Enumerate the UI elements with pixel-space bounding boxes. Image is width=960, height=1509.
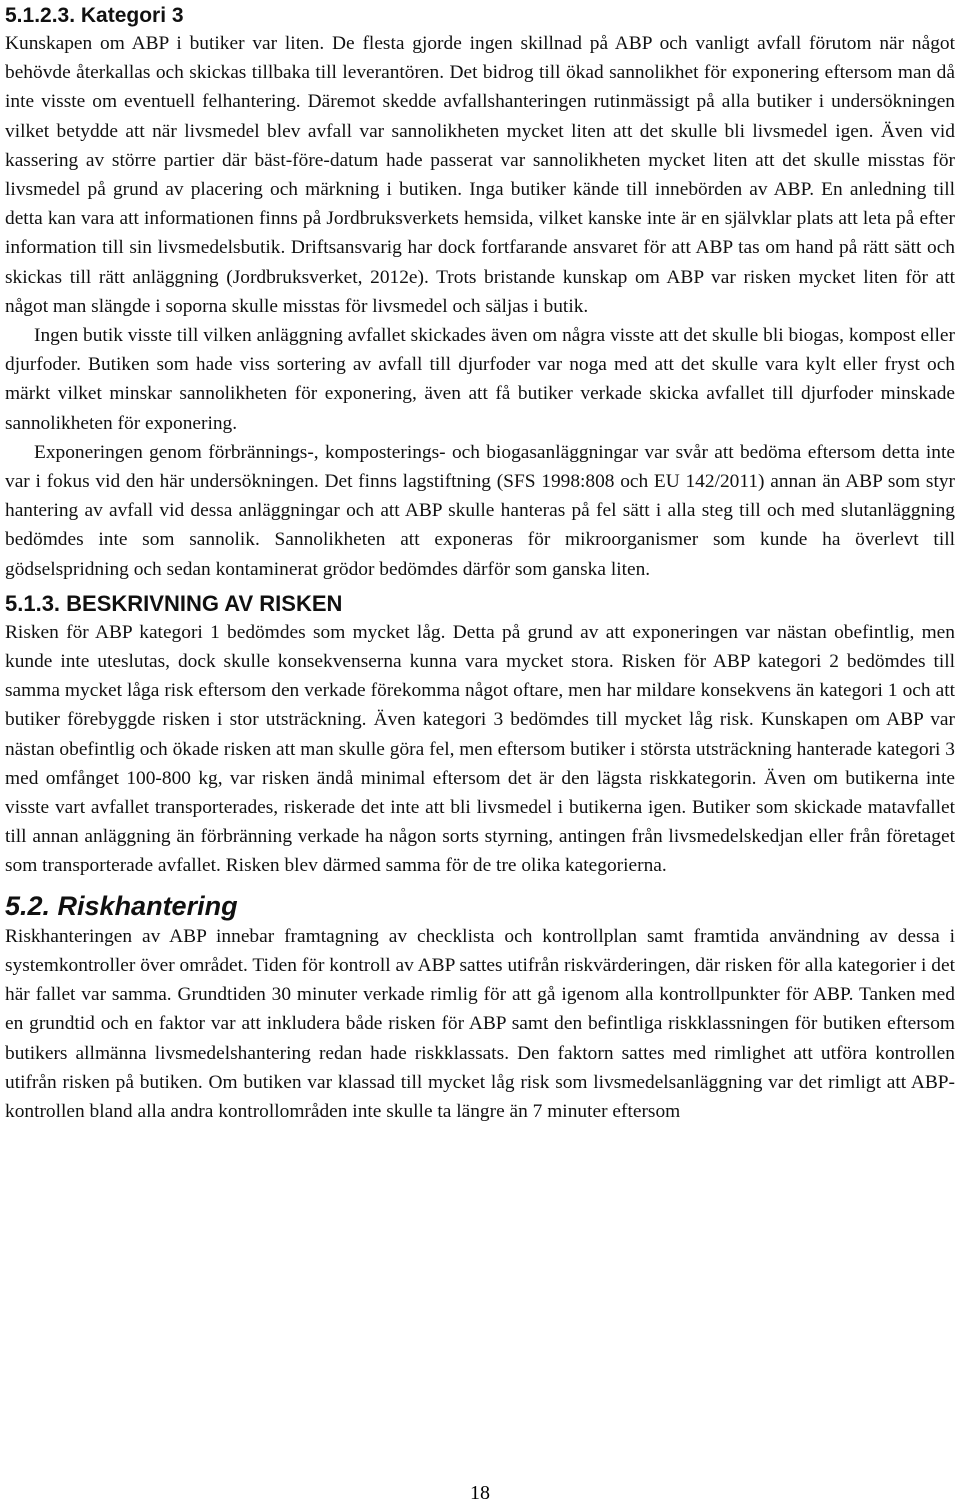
- document-page: [5, 0, 955, 1126]
- paragraph-risk-management: Riskhanteringen av ABP innebar framtagning av checklista och kontrollplan samt framtida användning av dessa i systemkontroller över området. Tiden för kontroll av ABP sattes utifrån riskvärderingen, där risken för alla kategorier i det här fallet var samma. Grundtiden 30 minuter verkade rimlig för att gå igenom alla kontrollpunkter för ABP. Tanken med en grundtid och en faktor var att inkludera både risken för ABP samt den befintliga riskklassningen för butiken eftersom butikers allmänna livsmedelshantering redan hade riskklassats. Den faktorn sattes med rimlighet att utföra kontrollen utifrån risken på butiken. Om butiken var klassad till mycket låg risk som livsmedelsanläggning var det rimligt att ABP-kontrollen bland alla andra kontrollområden inte skulle ta längre än 7 minuter eftersom: [5, 925, 955, 1122]
- section-heading-5-2: 5.2. Riskhantering: [5, 890, 238, 921]
- paragraph-kategori-3-knowledge: Kunskapen om ABP i butiker var liten. De flesta gjorde ingen skillnad på ABP och vanligt avfall förutom när något behövde återkallas och skickas tillbaka till leverantören. Det bidrog till ökad sannolikhet för exponering eftersom man då inte visste om eventuell felhantering. Däremot skedde avfallshanteringen rutinmässigt på alla butiker i undersökningen vilket betydde att när livsmedel blev avfall var sannolikheten mycket liten att det skulle bli livsmedel igen. Även vid kassering av större partier där bäst-före-datum hade passerat var sannolikheten mycket liten att det skulle misstas för livsmedel på grund av placering och märkning i butiken. Inga butiker kände till innebörden av ABP. En anledning till detta kan vara att informationen finns på Jordbruksverkets hemsida, vilket kanske inte är en självklar plats att leta på efter information till sin livsmedelsbutik. Driftsansvarig har dock fortfarande ansvaret för att ABP tas om hand på rätt sätt och skickas till rätt anläggning (Jordbruksverket, 2012e). Trots bristande kunskap om ABP var risken mycket liten för att något man slängde i soporna skulle misstas för livsmedel och säljas i butik.: [5, 33, 955, 317]
- paragraph-kategori-3-facilities: Ingen butik visste till vilken anläggning avfallet skickades även om några visste att det skulle bli biogas, kompost eller djurfoder. Butiken som hade viss sortering av avfall till djurfoder var noga med att det skulle vara kylt eller fryst och märkt vilket minskar sannolikheten för exponering, även att få butiker verkade skicka avfallet till djurfoder minskade sannolikheten för exponering.: [5, 325, 955, 434]
- section-heading-5-1-2-3: 5.1.2.3. Kategori 3: [5, 4, 184, 27]
- page-number: 18: [470, 1482, 490, 1504]
- paragraph-risk-description: Risken för ABP kategori 1 bedömdes som mycket låg. Detta på grund av att exponeringen var nästan obefintlig, men kunde inte uteslutas, dock skulle konsekvenserna kunna vara mycket stora. Risken för ABP kategori 2 bedömdes till samma mycket låga risk eftersom den verkade förekomma något oftare, men har mildare konsekvens än kategori 1 och att butiker förebyggde risken i stor utsträckning. Även kategori 3 bedömdes till mycket låg risk. Kunskapen om ABP var nästan obefintlig och ökade risken att man skulle göra fel, men eftersom butiker i största utsträckning hanterade kategori 3 med omfånget 100-800 kg, var risken ändå minimal eftersom det är den lägsta riskkategorin. Även om butikerna inte visste vart avfallet transporterades, riskerade det inte att bli livsmedel i butikerna igen. Butiker som skickade matavfallet till annan anläggning än förbränning verkade ha någon sorts styrning, antingen från livsmedelskedjan eller från företaget som transporterade avfallet. Risken blev därmed samma för de tre olika kategorierna.: [5, 621, 955, 877]
- section-heading-5-1-3: 5.1.3. BESKRIVNING AV RISKEN: [5, 590, 343, 616]
- paragraph-kategori-3-exposure: Exponeringen genom förbrännings-, komposterings- och biogasanläggningar var svår att bedöma eftersom detta inte var i fokus vid den här undersökningen. Det finns lagstiftning (SFS 1998:808 och EU 142/2011) annan än ABP som styr hantering av avfall vid dessa anläggningar och att ABP skulle hanteras på fel sätt i alla steg till och med slutanläggning bedömdes inte som sannolik. Sannolikheten att exponeras för mikroorganismer som kunde ha överlevt till gödselspridning och sedan kontaminerat grödor bedömdes därför som ganska liten.: [5, 441, 955, 580]
